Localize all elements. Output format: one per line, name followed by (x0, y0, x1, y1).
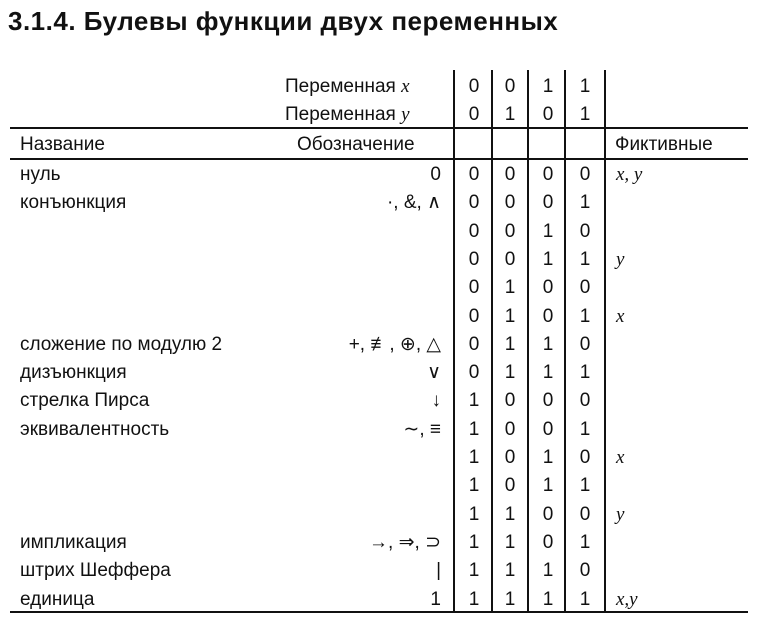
value-cell: 0 (542, 164, 554, 185)
fictive-variables: y (616, 249, 625, 270)
var-x-label: Переменная x (285, 76, 410, 97)
function-name: эквивалентность (20, 419, 170, 440)
value-cell: 1 (504, 589, 516, 610)
value-cell: 0 (542, 504, 554, 525)
value-cell: 1 (504, 362, 516, 383)
header-value-cell: 1 (542, 76, 554, 97)
value-cell: 1 (579, 419, 591, 440)
fictive-variables: y (616, 504, 625, 525)
function-name: единица (20, 589, 95, 610)
value-cell: 1 (542, 249, 554, 270)
value-cell: 1 (504, 306, 516, 327)
value-cell: 0 (504, 390, 516, 411)
function-name: нуль (20, 164, 61, 185)
value-cell: 0 (579, 221, 591, 242)
value-cell: 1 (542, 475, 554, 496)
header-value-cell: 1 (579, 76, 591, 97)
value-cell: 0 (468, 306, 480, 327)
vertical-rule (491, 70, 493, 611)
value-cell: 0 (542, 419, 554, 440)
var-y-label: Переменная y (285, 104, 410, 125)
value-cell: 0 (468, 362, 480, 383)
value-cell: 1 (579, 532, 591, 553)
value-cell: 0 (468, 277, 480, 298)
column-header-notation: Обозначение (297, 134, 415, 155)
value-cell: 1 (504, 504, 516, 525)
function-notation: 0 (430, 164, 441, 185)
value-cell: 0 (504, 164, 516, 185)
function-name: конъюнкция (20, 192, 127, 213)
header-bottom-rule (10, 158, 748, 160)
value-cell: 1 (504, 560, 516, 581)
function-name: импликация (20, 532, 127, 553)
value-cell: 1 (542, 334, 554, 355)
vertical-rule (453, 70, 455, 611)
header-value-cell: 0 (468, 76, 480, 97)
value-cell: 1 (579, 306, 591, 327)
vertical-rule (604, 70, 606, 611)
value-cell: 0 (579, 504, 591, 525)
header-top-rule (10, 127, 748, 129)
value-cell: 1 (468, 390, 480, 411)
value-cell: 0 (542, 192, 554, 213)
value-cell: 1 (468, 419, 480, 440)
function-notation: ↓ (431, 390, 441, 411)
fictive-variables: x, y (616, 164, 643, 185)
page-title: 3.1.4. Булевы функции двух переменных (8, 6, 559, 36)
value-cell: 1 (579, 475, 591, 496)
vertical-rule (527, 70, 529, 611)
value-cell: 1 (468, 504, 480, 525)
function-notation: 1 (430, 589, 441, 610)
value-cell: 0 (542, 532, 554, 553)
value-cell: 0 (504, 192, 516, 213)
value-cell: 0 (468, 192, 480, 213)
value-cell: 1 (579, 589, 591, 610)
header-value-cell: 1 (579, 104, 591, 125)
value-cell: 0 (579, 447, 591, 468)
value-cell: 1 (468, 475, 480, 496)
function-name: дизъюнкция (20, 362, 127, 383)
header-value-cell: 0 (504, 76, 516, 97)
header-value-cell: 0 (542, 104, 554, 125)
column-header-fictive: Фиктивные (615, 134, 713, 155)
table-bottom-rule (10, 611, 748, 613)
function-notation: →, ⇒, ⊃ (369, 532, 441, 553)
function-notation: +, ≢, ⊕, △ (348, 334, 441, 355)
value-cell: 1 (542, 362, 554, 383)
value-cell: 0 (504, 447, 516, 468)
function-notation: | (436, 560, 441, 581)
value-cell: 1 (579, 362, 591, 383)
value-cell: 1 (542, 589, 554, 610)
value-cell: 1 (504, 532, 516, 553)
value-cell: 0 (468, 221, 480, 242)
value-cell: 1 (579, 249, 591, 270)
header-value-cell: 1 (504, 104, 516, 125)
value-cell: 1 (504, 277, 516, 298)
value-cell: 1 (542, 560, 554, 581)
value-cell: 1 (468, 560, 480, 581)
value-cell: 0 (504, 419, 516, 440)
function-name: сложение по модулю 2 (20, 334, 223, 355)
value-cell: 0 (542, 277, 554, 298)
column-header-name: Название (20, 134, 105, 155)
function-name: штрих Шеффера (20, 560, 171, 581)
value-cell: 0 (504, 249, 516, 270)
fictive-variables: x (616, 447, 625, 468)
value-cell: 1 (579, 192, 591, 213)
value-cell: 0 (579, 164, 591, 185)
fictive-variables: x,y (616, 589, 638, 610)
value-cell: 0 (468, 249, 480, 270)
value-cell: 0 (504, 221, 516, 242)
value-cell: 1 (542, 221, 554, 242)
value-cell: 1 (468, 532, 480, 553)
function-notation: ∼, ≡ (403, 419, 441, 440)
value-cell: 0 (579, 390, 591, 411)
value-cell: 1 (468, 589, 480, 610)
value-cell: 0 (579, 277, 591, 298)
value-cell: 0 (579, 334, 591, 355)
value-cell: 0 (468, 164, 480, 185)
function-notation: ∨ (427, 362, 441, 383)
header-value-cell: 0 (468, 104, 480, 125)
function-name: стрелка Пирса (20, 390, 150, 411)
value-cell: 1 (468, 447, 480, 468)
value-cell: 0 (468, 334, 480, 355)
value-cell: 1 (542, 447, 554, 468)
vertical-rule (564, 70, 566, 611)
fictive-variables: x (616, 306, 625, 327)
value-cell: 0 (579, 560, 591, 581)
value-cell: 0 (542, 306, 554, 327)
value-cell: 0 (542, 390, 554, 411)
value-cell: 0 (504, 475, 516, 496)
value-cell: 1 (504, 334, 516, 355)
function-notation: ·, &, ∧ (386, 192, 441, 213)
